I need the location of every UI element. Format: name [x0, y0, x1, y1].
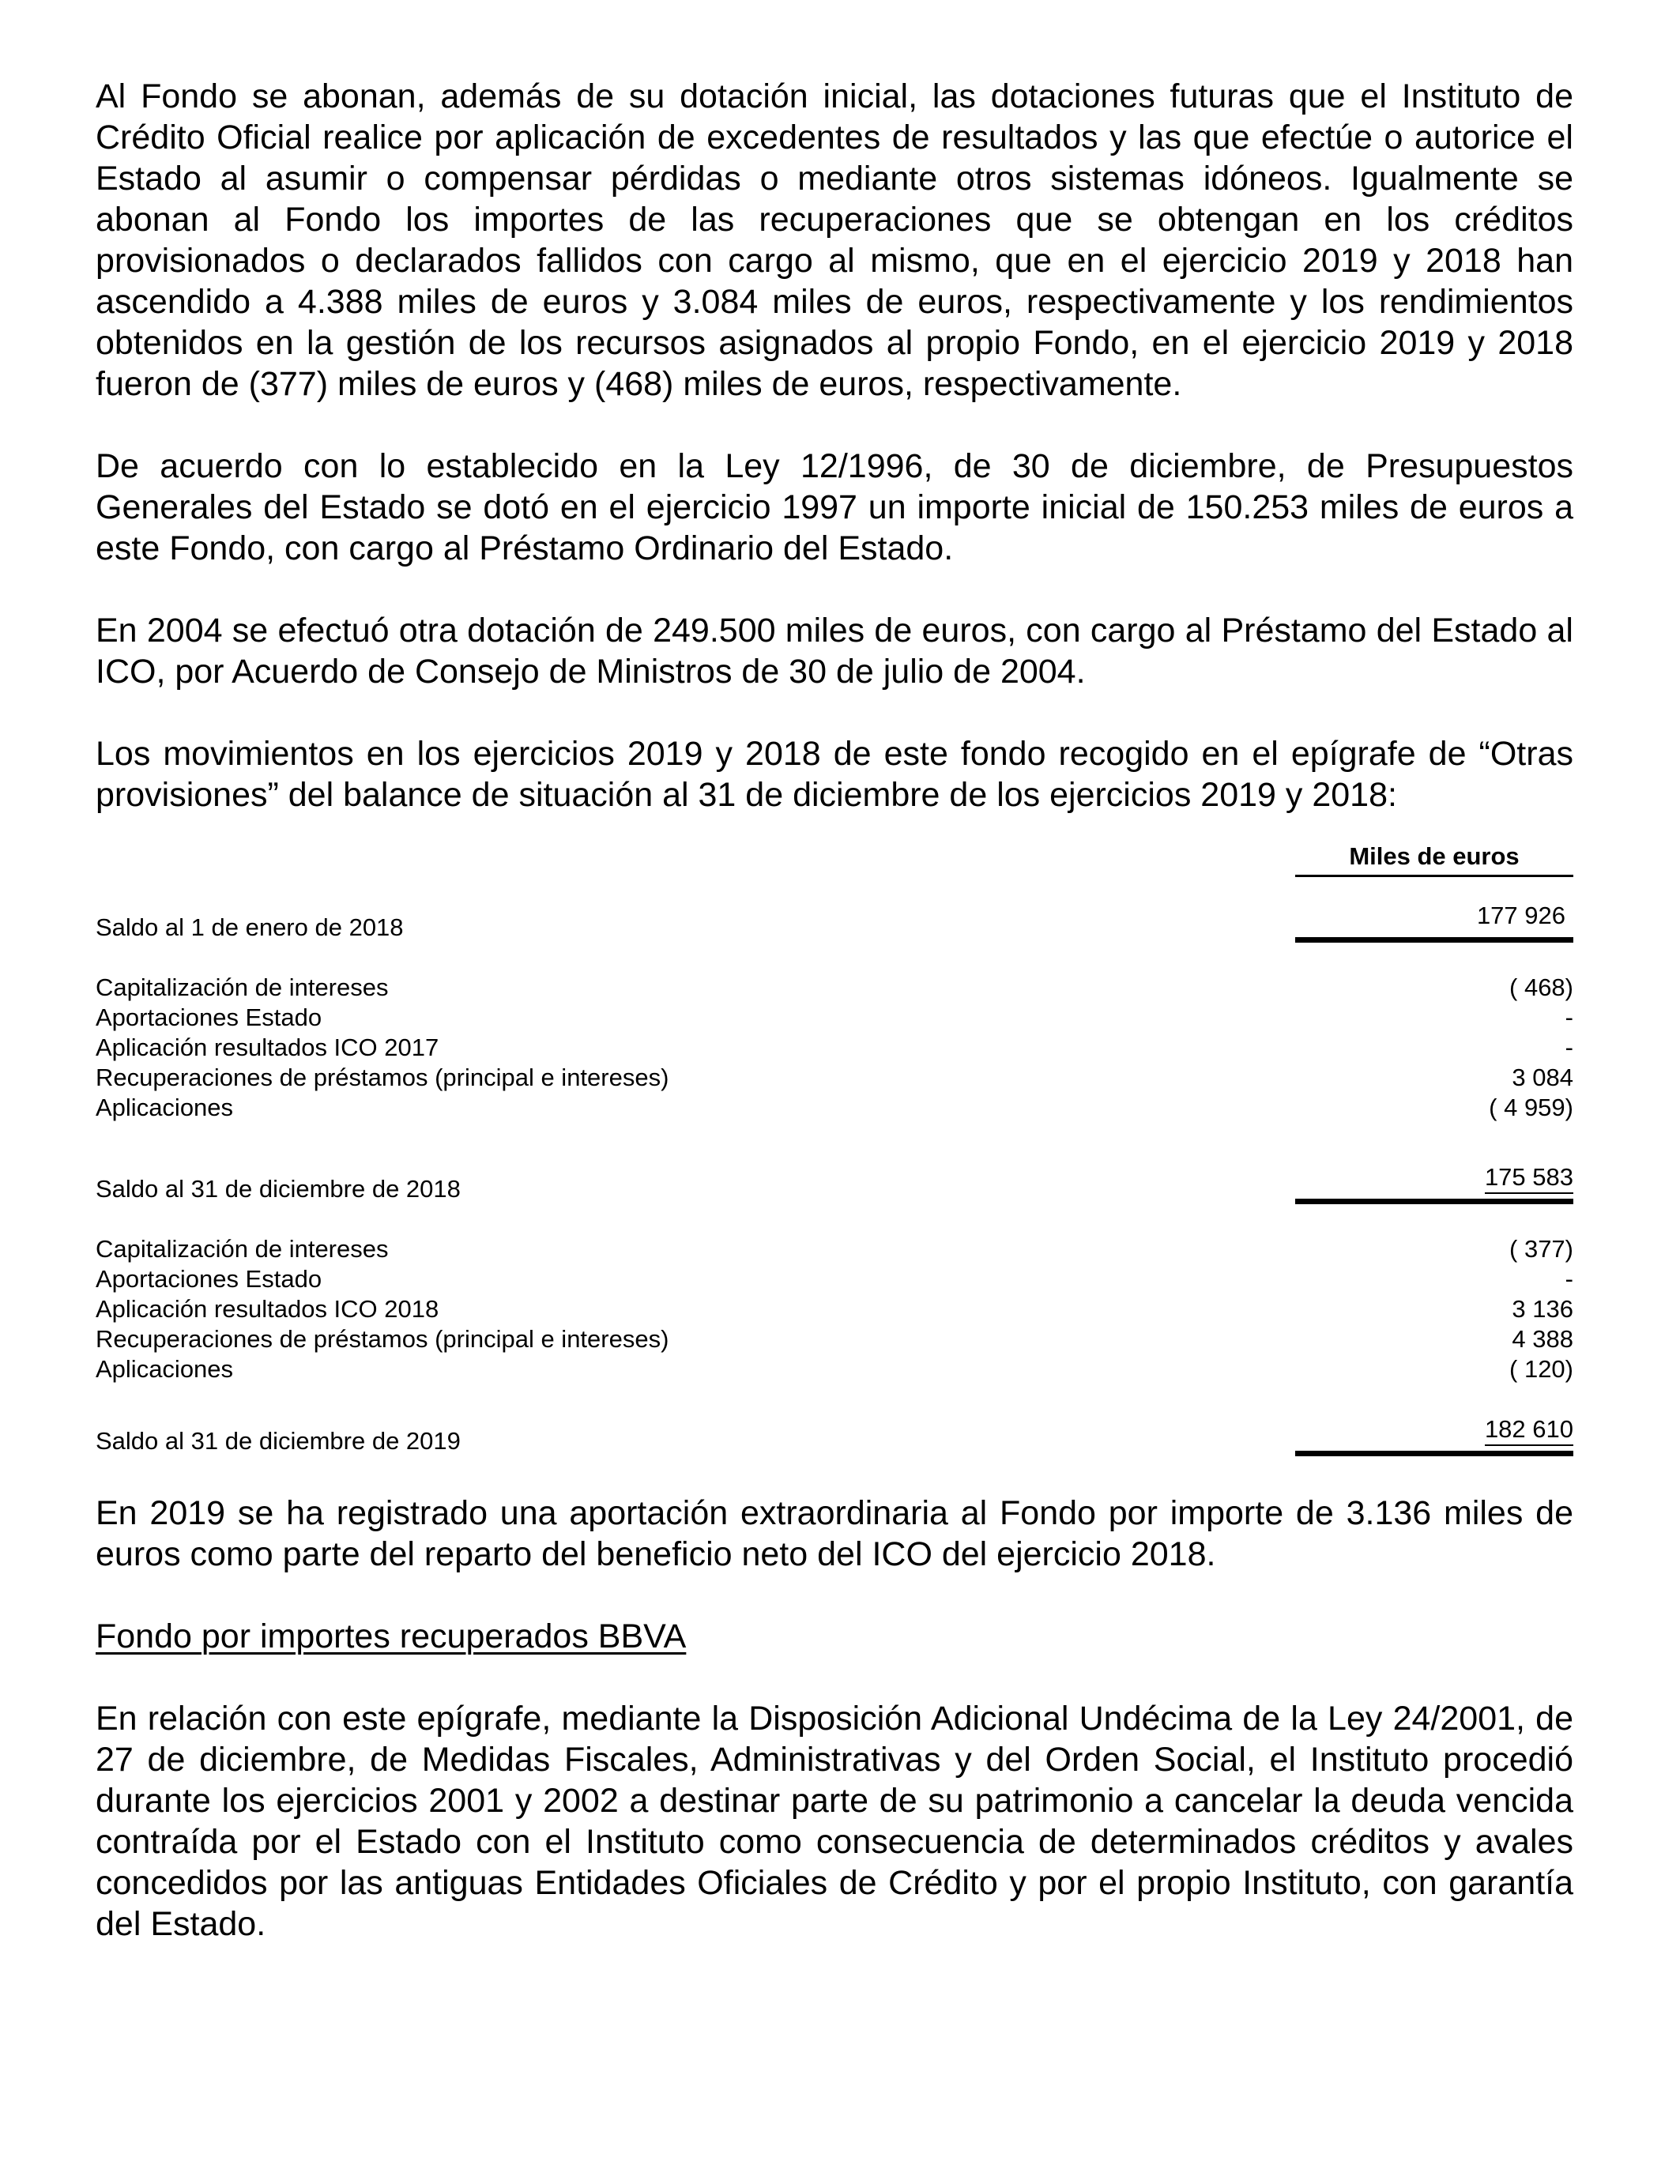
movements-block-2018: [96, 973, 1573, 1123]
row-label: Saldo al 31 de diciembre de 2018: [96, 1175, 461, 1203]
row-label: Aplicaciones: [96, 1094, 234, 1121]
paragraph-ley-12-1996: De acuerdo con lo establecido en la Ley 12/1996, de 30 de diciembre, de Presupuestos Generales del Estado se dotó en el ejercicio 1997 un importe inicial de 150.253 miles de euros a este Fondo, con cargo al Préstamo Ordinario del Estado.: [96, 447, 1573, 567]
row-value: ( 120): [1509, 1355, 1573, 1383]
row-value: 3 136: [1512, 1295, 1573, 1323]
row-label: Capitalización de intereses: [96, 973, 389, 1001]
table-row: [96, 1033, 1573, 1063]
row-value-text: 182 610: [1485, 1415, 1573, 1446]
table-header: [96, 830, 1573, 877]
paragraph-fondo-abonos: Al Fondo se abonan, además de su dotación inicial, las dotaciones futuras que el Instituto de Crédito Oficial realice por aplicación de excedentes de resultados y las que efectúe o autorice el Estado al asumir o compensar pérdidas o mediante otros sistemas idóneos. Igualmente se abonan al Fondo los importes de las recuperaciones que se obtengan en los créditos provisionados o declarados fallidos con cargo al mismo, que en el ejercicio 2019 y 2018 han ascendido a 4.388 miles de euros y 3.084 miles de euros, respectivamente y los rendimientos obtenidos en la gestión de los recursos asignados al propio Fondo, en el ejercicio 2019 y 2018 fueron de (377) miles de euros y (468) miles de euros, respectivamente.: [96, 77, 1573, 403]
table-row-saldo-inicial-2018: [96, 901, 1573, 943]
table-row: [96, 1063, 1573, 1093]
table-row: [96, 1324, 1573, 1354]
row-value: -: [1565, 1265, 1573, 1293]
table-row: [96, 973, 1573, 1003]
table-row: [96, 1354, 1573, 1384]
row-value-text: 175 583: [1485, 1163, 1573, 1194]
row-value: [1295, 1414, 1573, 1456]
section-heading-bbva: Fondo por importes recuperados BBVA: [96, 1617, 687, 1655]
row-value: 3 084: [1512, 1064, 1573, 1091]
row-value: -: [1565, 1004, 1573, 1031]
movements-table: [96, 830, 1573, 1456]
row-value: ( 377): [1509, 1235, 1573, 1263]
row-value: 177 926: [1295, 901, 1573, 943]
row-label: Capitalización de intereses: [96, 1235, 389, 1263]
document-page: [96, 76, 1573, 1945]
row-value: ( 468): [1509, 973, 1573, 1001]
paragraph-aportacion-2019: En 2019 se ha registrado una aportación extraordinaria al Fondo por importe de 3.136 miles de euros como parte del reparto del beneficio neto del ICO del ejercicio 2018.: [96, 1494, 1573, 1573]
table-row: [96, 1003, 1573, 1033]
row-label: Saldo al 1 de enero de 2018: [96, 913, 404, 941]
table-row: [96, 1294, 1573, 1324]
row-label: Saldo al 31 de diciembre de 2019: [96, 1427, 461, 1455]
row-value: ( 4 959): [1489, 1094, 1573, 1121]
row-label: Aportaciones Estado: [96, 1265, 322, 1293]
row-value: [1295, 1162, 1573, 1204]
paragraph-dotacion-2004: En 2004 se efectuó otra dotación de 249.500 miles de euros, con cargo al Préstamo del Estado al ICO, por Acuerdo de Consejo de Ministros de 30 de julio de 2004.: [96, 612, 1573, 691]
table-row: [96, 1264, 1573, 1294]
row-label: Recuperaciones de préstamos (principal e intereses): [96, 1064, 669, 1091]
table-row: [96, 1093, 1573, 1123]
row-label: Aplicaciones: [96, 1355, 234, 1383]
row-label: Recuperaciones de préstamos (principal e intereses): [96, 1325, 669, 1353]
row-label: Aplicación resultados ICO 2017: [96, 1034, 439, 1061]
row-value: -: [1565, 1034, 1573, 1061]
row-label: Aplicación resultados ICO 2018: [96, 1295, 439, 1323]
row-label: Aportaciones Estado: [96, 1004, 322, 1031]
column-header-miles-de-euros: Miles de euros: [1295, 842, 1573, 877]
paragraph-movimientos-intro: Los movimientos en los ejercicios 2019 y 2018 de este fondo recogido en el epígrafe de “Otras provisiones” del balance de situación al 31 de diciembre de los ejercicios 2019 y 2018:: [96, 735, 1573, 814]
row-value: 4 388: [1512, 1325, 1573, 1353]
movements-block-2019: [96, 1234, 1573, 1384]
paragraph-ley-24-2001: En relación con este epígrafe, mediante la Disposición Adicional Undécima de la Ley 24/2001, de 27 de diciembre, de Medidas Fiscales, Administrativas y del Orden Social, el Instituto procedió durante los ejercicios 2001 y 2002 a destinar parte de su patrimonio a cancelar la deuda vencida contraída por el Estado con el Instituto como consecuencia de determinados créditos y avales concedidos por las antiguas Entidades Oficiales de Crédito y por el propio Instituto, con garantía del Estado.: [96, 1700, 1573, 1943]
table-row-saldo-final-2019: [96, 1414, 1573, 1456]
table-row: [96, 1234, 1573, 1264]
table-row-saldo-final-2018: [96, 1162, 1573, 1204]
